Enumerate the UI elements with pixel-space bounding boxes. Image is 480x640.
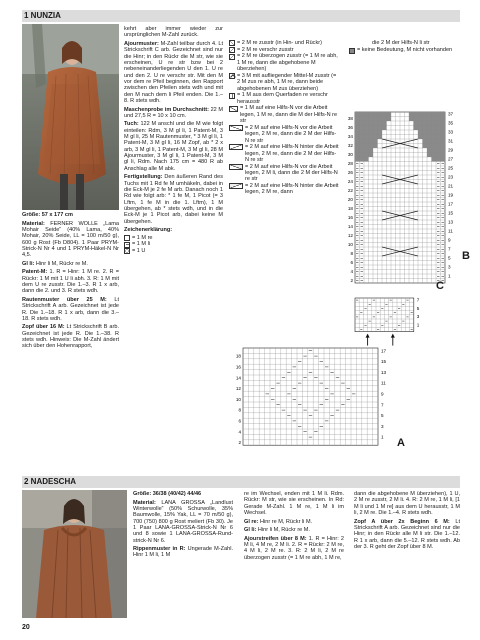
no-stitch-cell: [364, 157, 369, 162]
ssk-symbol-icon: [229, 54, 235, 60]
row-number: 11: [448, 228, 453, 234]
no-stitch-cell: [355, 121, 360, 126]
row-number: 3: [448, 264, 451, 270]
row-number: 5: [416, 305, 420, 311]
row-number: 30: [347, 152, 353, 158]
legend-text: = 2 M auf eine Hilfs-N hinter die Arbeit legen, 2 M re, dann die 2 M der Hilfs-N re str: [245, 144, 339, 163]
material-text: LANA GROSSA „Landlust Winterwolle“ (50% Schurwolle, 35% Baumwolle, 15% Yak, LL = 70 m/50 g), 700 (750) 800 g Rost meliert (Fb 30). Je 1 Paar LANA-GROSSA-Strick-N Nr 6 und 8 sowie 1 LANA-GROSSA-Rund-strick-N Nr 6.: [133, 499, 233, 544]
no-stitch-cell: [436, 144, 441, 149]
legend-item: [229, 40, 339, 46]
no-stitch-cell: [436, 112, 441, 117]
no-stitch-cell: [369, 117, 374, 122]
arrowhead-icon: [391, 334, 395, 338]
legend-text: = 1 M re: [132, 234, 153, 241]
no-stitch-cell: [427, 126, 432, 131]
row-number: 38: [347, 116, 353, 122]
no-stitch-cell: [378, 121, 383, 126]
no-stitch-cell: [432, 130, 437, 135]
cable-purl-front-symbol-icon: [229, 164, 243, 170]
no-stitch-cell: [355, 135, 360, 140]
row-number: 11: [381, 380, 386, 386]
legend-item: [229, 73, 339, 92]
chart-label-c: C: [436, 280, 444, 292]
nunzia-column-3: [229, 40, 339, 196]
nunzia-column-4: [349, 40, 460, 54]
no-stitch-cell: [369, 153, 374, 158]
no-stitch-cell: [432, 144, 437, 149]
no-stitch-cell: [441, 157, 446, 162]
row-number: 19: [448, 192, 454, 198]
row-number: 7: [448, 246, 451, 252]
row-number: 15: [381, 359, 387, 365]
row-number: 32: [347, 143, 353, 149]
knitting-chart-a: [229, 345, 409, 449]
row-number: 16: [235, 364, 241, 370]
nadescha-column-3: [354, 491, 460, 552]
probe-label: Maschenprobe im Durchschnitt:: [124, 106, 209, 113]
legend-text: = 1 M auf eine Hilfs-N vor die Arbeit legen, 1 M re, dann die M der Hilfs-N re str: [240, 105, 338, 125]
row-number: 5: [448, 255, 451, 261]
row-number: 14: [347, 224, 353, 230]
row-number: 29: [448, 147, 454, 153]
legend-text: = 1 U: [132, 248, 146, 255]
legend-item: [229, 53, 339, 72]
row-number: 4: [238, 429, 241, 435]
chart-label-b: B: [462, 250, 470, 262]
legend-item: [229, 105, 339, 124]
legend-heading: Zeichenerklärung:: [124, 227, 173, 234]
legend-item: [124, 248, 223, 254]
probe-text: 22 M und 27,5 R = 10 x 10 cm.: [124, 106, 223, 119]
row-number: 31: [448, 138, 454, 144]
yarn-over-symbol-icon: [124, 248, 130, 254]
no-stitch-cell: [427, 117, 432, 122]
no-stitch-cell: [409, 112, 414, 117]
no-stitch-cell: [441, 121, 446, 126]
gl-li-label: Gl li:: [244, 527, 257, 534]
row-number: 3: [416, 314, 420, 320]
section-title-nunzia: 1 NUNZIA: [22, 10, 460, 22]
no-stitch-cell: [427, 148, 432, 153]
row-number: 35: [448, 120, 454, 126]
no-stitch-cell: [441, 126, 446, 131]
material-label: Material:: [133, 499, 156, 506]
row-number: 13: [381, 369, 387, 375]
legend-item: [124, 241, 223, 247]
no-stitch-cell: [364, 139, 369, 144]
zopf-text-cont: kehrt aber immer wieder zur ursprünglichen M-Zahl zurück.: [124, 26, 223, 39]
row-number: 9: [448, 237, 451, 243]
no-stitch-cell: [382, 117, 387, 122]
no-stitch-cell: [418, 130, 423, 135]
legend-text: = 1 M li: [132, 241, 151, 248]
nadescha-column-2: [244, 491, 344, 563]
no-stitch-cell: [364, 121, 369, 126]
row-number: 12: [235, 386, 241, 392]
row-number: 17: [381, 348, 387, 354]
k2tog-tbl-symbol-icon: [229, 47, 235, 53]
no-stitch-cell: [436, 148, 441, 153]
row-number: 34: [347, 134, 353, 140]
row-number: 2: [350, 278, 353, 284]
no-stitch-cell: [423, 112, 428, 117]
cable-1-1-symbol-icon: [229, 106, 238, 112]
row-number: 33: [448, 129, 454, 135]
zopf-text: Lt Strickschrift B arb. Gezeichnet ist jede R. Die 1.–38. R stets wdh. Hinweis: Die M-Zahl ändert sich über den Hohenrapport,: [22, 324, 119, 350]
no-stitch-cell: [432, 121, 437, 126]
no-stitch-cell: [382, 121, 387, 126]
no-stitch-symbol-icon: [349, 48, 355, 54]
no-stitch-cell: [432, 139, 437, 144]
legend-text: = 2 M auf eine Hilfs-N vor die Arbeit legen, 2 M li, dann die 2 M der Hilfs-N re str: [245, 163, 338, 183]
no-stitch-cell: [423, 135, 428, 140]
no-stitch-cell: [355, 112, 360, 117]
row-number: 10: [235, 396, 241, 402]
no-stitch-cell: [382, 126, 387, 131]
no-stitch-cell: [432, 135, 437, 140]
row-number: 20: [347, 197, 353, 203]
no-stitch-cell: [409, 117, 414, 122]
row-number: 8: [350, 251, 353, 257]
model-photo-nunzia: [22, 24, 119, 210]
nunzia-column-1: [22, 212, 119, 352]
no-stitch-cell: [364, 126, 369, 131]
no-stitch-cell: [355, 139, 360, 144]
no-stitch-cell: [414, 112, 419, 117]
no-stitch-cell: [427, 144, 432, 149]
legend-text: = 2 M re zusstr (in Hin- und Rückr): [237, 40, 322, 46]
no-stitch-cell: [427, 135, 432, 140]
row-number: 13: [448, 219, 454, 225]
no-stitch-cell: [364, 148, 369, 153]
no-stitch-cell: [360, 126, 365, 131]
no-stitch-cell: [355, 148, 360, 153]
row-number: 36: [347, 125, 353, 131]
no-stitch-cell: [360, 112, 365, 117]
no-stitch-cell: [418, 135, 423, 140]
no-stitch-cell: [418, 117, 423, 122]
no-stitch-cell: [436, 117, 441, 122]
rippen-text: Ungerade M-Zahl. Hinr 1 M li, 1 M: [133, 546, 233, 559]
no-stitch-cell: [373, 144, 378, 149]
knit-symbol-icon: [124, 235, 130, 241]
no-stitch-cell: [364, 144, 369, 149]
fert-text: Den äußeren Rand des Tuchs mit 1 Rd fe M umhäkeln, dabei in die Eck-M je 2 fe M arb. Danach noch 1 Rd wie folgt arb: * 1 fe M, 1 Picot (= 3 Lftm, 1 fe M in die 1. Lftm), 1 M übergehen, ab * stets wdh, und in die Eck-M je 1 Picot arb, dabei keine M übergehen.: [124, 174, 223, 225]
no-stitch-cell: [360, 135, 365, 140]
no-stitch-cell: [387, 112, 392, 117]
no-stitch-cell: [378, 135, 383, 140]
raute-label: Rautenmuster über 25 M:: [22, 296, 107, 303]
nunzia-column-2: [124, 26, 223, 255]
nadescha-size: Größe: 36/38 (40/42) 44/46: [133, 491, 202, 497]
page-number: 20: [22, 624, 30, 631]
no-stitch-cell: [360, 153, 365, 158]
no-stitch-cell: [414, 117, 419, 122]
no-stitch-cell: [378, 112, 383, 117]
nunzia-size: Größe: 57 x 177 cm: [22, 212, 73, 218]
no-stitch-cell: [441, 139, 446, 144]
row-number: 16: [347, 215, 353, 221]
no-stitch-cell: [373, 135, 378, 140]
no-stitch-cell: [441, 135, 446, 140]
patent-text: 1. R = Hinr: 1 M re. 2. R = Rückr: 1 M mit 1 U li abh. 3. R: 1 M mit dem U re zusstr. Die 1.–3. R 1 x arb, dann die 2. und 3. R stets wdh.: [22, 269, 119, 295]
no-stitch-cell: [355, 117, 360, 122]
no-stitch-cell: [369, 144, 374, 149]
no-stitch-cell: [369, 139, 374, 144]
cable-purl-back-symbol-icon: [229, 183, 243, 189]
raute-text: Lt Strickschrift A arb. Gezeichnet ist jede R. Die 1.–18. R 1 x arb, dann die 3.–18. R stets wdh.: [22, 296, 119, 322]
no-stitch-cell: [423, 126, 428, 131]
no-stitch-cell: [373, 112, 378, 117]
legend-item: [124, 235, 223, 241]
row-number: 8: [238, 407, 241, 413]
patent-label: Patent-M:: [22, 269, 48, 276]
no-stitch-cell: [441, 117, 446, 122]
legend-item: [229, 164, 339, 183]
row-number: 9: [381, 391, 384, 397]
gl-li-label: Gl li:: [22, 260, 35, 267]
no-stitch-cell: [423, 144, 428, 149]
chart-label-a: A: [397, 437, 405, 449]
row-number: 7: [416, 297, 420, 303]
gl-li-text: Hinr li M, Rückr re M.: [34, 260, 88, 267]
no-stitch-cell: [427, 130, 432, 135]
no-stitch-cell: [378, 126, 383, 131]
ajour-label: Ajourstreifen über 8 M:: [244, 535, 307, 542]
no-stitch-cell: [364, 117, 369, 122]
no-stitch-cell: [360, 130, 365, 135]
no-stitch-cell: [369, 148, 374, 153]
no-stitch-cell: [441, 112, 446, 117]
zopf-a-text: Lt Strickschrift A arb. Gezeichnet sind nur die Hinr; in den Rückr alle M li str. Die 1.–12. R 1 x arb, dann die 5.–12. R stets wdh. Ab der 3. R geht der Zopf über 8 M.: [354, 518, 460, 550]
no-stitch-cell: [382, 112, 387, 117]
legend-text-cont: die 2 M der Hilfs-N li str: [372, 40, 430, 46]
no-stitch-cell: [427, 121, 432, 126]
row-number: 27: [448, 156, 454, 162]
knitting-chart-b: [343, 107, 463, 297]
row-number: 1: [381, 434, 384, 440]
no-stitch-cell: [373, 126, 378, 131]
no-stitch-cell: [378, 117, 383, 122]
cable-2-2-front-symbol-icon: [229, 125, 243, 131]
m1-symbol-icon: [229, 93, 235, 99]
legend-item: [229, 47, 339, 53]
row-number: 18: [347, 206, 353, 212]
no-stitch-cell: [432, 148, 437, 153]
section-title-nadescha: 2 NADESCHA: [22, 476, 460, 488]
no-stitch-cell: [436, 126, 441, 131]
legend-text: = 2 M re verschr zusstr: [237, 46, 294, 53]
no-stitch-cell: [369, 121, 374, 126]
ajour-label: Ajourmuster:: [124, 40, 159, 47]
no-stitch-cell: [418, 121, 423, 126]
legend-item: [229, 125, 339, 144]
no-stitch-cell: [441, 130, 446, 135]
row-number: 1: [448, 273, 451, 279]
ajour-text: 1. R = Hinr: 2 M li, 4 M re, 2 M li. 2. R = Rückr: 2 M re, 4 M li, 2 M re. 3. R: 2 M li, 2 M re überzogen zusstr (= 1 M re abh, 1 M re,: [244, 535, 345, 561]
no-stitch-cell: [436, 121, 441, 126]
row-number: 14: [235, 375, 241, 381]
no-stitch-cell: [427, 153, 432, 158]
no-stitch-cell: [373, 130, 378, 135]
no-stitch-cell: [373, 117, 378, 122]
no-stitch-cell: [414, 121, 419, 126]
row-number: 22: [347, 188, 353, 194]
row-number: 25: [448, 165, 454, 171]
no-stitch-cell: [423, 130, 428, 135]
no-stitch-cell: [432, 126, 437, 131]
no-stitch-cell: [364, 135, 369, 140]
no-stitch-cell: [414, 126, 419, 131]
row-number: 18: [235, 353, 241, 359]
arrowhead-icon: [366, 334, 370, 338]
rippen-text-cont: re im Wechsel, enden mit 1 M li. Rdm. Rückr: M str, wie sie erscheinen. In Rd: Gerade M-Zahl. 1 M re, 1 M li im Wechsel.: [244, 491, 344, 517]
no-stitch-cell: [378, 130, 383, 135]
gl-re-text: Hinr re M, Rückr li M.: [258, 518, 313, 525]
legend-text: = 2 M auf eine Hilfs-N hinter die Arbeit legen, 2 M re, dann: [245, 183, 339, 196]
legend-text: = 2 M re überzogen zusstr (= 1 M re abh, 1 M re, dann die abgehobene M überziehen): [237, 53, 338, 73]
cdd-symbol-icon: [229, 73, 235, 79]
row-number: 12: [347, 233, 353, 239]
gl-re-label: Gl re:: [244, 518, 259, 525]
row-number: 6: [238, 418, 241, 424]
gl-li-text: Hinr li M, Rückr re M.: [256, 527, 310, 534]
no-stitch-cell: [355, 144, 360, 149]
row-number: 4: [350, 269, 353, 275]
legend-item: [229, 92, 339, 105]
no-stitch-cell: [441, 148, 446, 153]
no-stitch-cell: [369, 112, 374, 117]
no-stitch-cell: [355, 130, 360, 135]
row-number: 7: [381, 402, 384, 408]
no-stitch-cell: [373, 139, 378, 144]
no-stitch-cell: [373, 121, 378, 126]
row-number: 17: [448, 201, 454, 207]
no-stitch-cell: [360, 139, 365, 144]
nadescha-column-1: [133, 491, 233, 561]
rippen-label: Rippenmuster in R:: [133, 546, 186, 553]
legend-text: = 2 M auf eine Hilfs-N vor die Arbeit legen, 2 M re, dann die 2 M der Hilfs-N re str: [245, 124, 337, 144]
row-number: 10: [347, 242, 353, 248]
row-number: 2: [238, 440, 241, 446]
row-number: 3: [381, 423, 384, 429]
no-stitch-cell: [432, 153, 437, 158]
no-stitch-cell: [369, 130, 374, 135]
no-stitch-cell: [360, 144, 365, 149]
row-number: 37: [448, 111, 454, 117]
legend-text: = 3 M mit aufliegender Mittel-M zusstr (= 2 M zus re abh, 1 M re, dann beide abgehobenen M zus überziehen): [237, 72, 337, 92]
no-stitch-cell: [364, 153, 369, 158]
no-stitch-cell: [355, 157, 360, 162]
row-number: 5: [381, 413, 384, 419]
k2tog-symbol-icon: [229, 40, 235, 46]
tuch-label: Tuch:: [124, 121, 139, 128]
row-number: 23: [448, 174, 454, 180]
no-stitch-cell: [360, 121, 365, 126]
cable-2-2-back-symbol-icon: [229, 144, 243, 150]
no-stitch-cell: [427, 139, 432, 144]
no-stitch-cell: [355, 153, 360, 158]
zopf-label: Zopf über 16 M:: [22, 324, 65, 331]
no-stitch-cell: [436, 157, 441, 162]
no-stitch-cell: [364, 112, 369, 117]
no-stitch-cell: [387, 117, 392, 122]
no-stitch-cell: [441, 144, 446, 149]
no-stitch-cell: [369, 126, 374, 131]
row-number: 26: [347, 170, 353, 176]
purl-symbol-icon: [124, 242, 130, 248]
no-stitch-cell: [436, 130, 441, 135]
no-stitch-cell: [441, 153, 446, 158]
no-stitch-cell: [369, 135, 374, 140]
legend-text: = 1 M aus dem Querfaden re verschr herausstr: [237, 92, 328, 105]
no-stitch-cell: [432, 157, 437, 162]
row-number: 24: [347, 179, 353, 185]
fert-label: Fertigstellung:: [124, 174, 163, 181]
material-label: Material:: [22, 220, 45, 227]
ajour-text: M-Zahl teilbar durch 4. Lt Strickschrift C arb. Gezeichnet sind nur die Hinr; in den Rückr die M str, wie sie erscheinen, U re str bzw bei 2 nebeneinanderliegenden U den 1. U re und den 2. U re verschr str. Mit den M vor dem re Pfeil beginnen, den Rapport zwischen den Pfeilen stets wdh und mit den M nach dem li Pfeil enden. Die 1.–8. R stets wdh.: [124, 40, 223, 104]
no-stitch-cell: [432, 117, 437, 122]
no-stitch-cell: [423, 139, 428, 144]
no-stitch-cell: [436, 139, 441, 144]
knitting-chart-c: [343, 296, 463, 348]
no-stitch-cell: [427, 112, 432, 117]
row-number: 1: [416, 322, 420, 328]
no-stitch-cell: [360, 117, 365, 122]
no-stitch-cell: [355, 126, 360, 131]
model-photo-nadescha: [22, 490, 127, 618]
row-number: 21: [448, 183, 454, 189]
no-stitch-cell: [423, 121, 428, 126]
no-stitch-cell: [432, 112, 437, 117]
zopf-a-label: Zopf A über 2x Beginn 6 M:: [354, 518, 450, 525]
ajour-text-cont: dann die abgehobene M überziehen), 1 U, 2 M re zusstr, 2 M li. 4. R: 2 M re, 1 M li, [1 M li und 1 M re] aus dem U herausstr, 1 M li, 2 M re. Die 1.–4. R stets wdh.: [354, 491, 460, 517]
legend-text: = keine Bedeutung, M nicht vorhanden: [357, 47, 453, 54]
no-stitch-cell: [418, 112, 423, 117]
no-stitch-cell: [436, 153, 441, 158]
legend-item: [229, 183, 339, 196]
row-number: 28: [347, 161, 353, 167]
legend-item: [349, 47, 460, 53]
no-stitch-cell: [423, 117, 428, 122]
row-number: 15: [448, 210, 454, 216]
no-stitch-cell: [360, 148, 365, 153]
row-number: 6: [350, 260, 353, 266]
no-stitch-cell: [364, 130, 369, 135]
legend-item: [229, 144, 339, 163]
material-text: FERNER WOLLE „Lama Mohair Seide“ (40% Lama, 40% Mohair, 20% Seide, LL = 100 m/50 g), 600 g Rost (Fb D804). 1 Paar PRYM-Strick-N Nr 4 und 1 PRYM-Häkel-N Nr 4,5.: [22, 220, 119, 259]
tuch-text: 122 M anschl und die M wie folgt einteilen: Rdm, 3 M gl li, 1 Patent-M, 3 M gl li, 25 M Rautenmuster, * 3 M gl li, 1 Patent-M, 3 M gl li, 16 M Zopf, ab * 2 x arb, 3 M gl li, 1 Patent-M, 3 M gl li, 28 M Ajourmuster, 3 M gl li, 1 Patent-M, 3 M gl li, Rdm. Nach 175 cm = 480 R ab Anschlag alle M abk.: [124, 121, 223, 172]
no-stitch-cell: [360, 157, 365, 162]
no-stitch-cell: [436, 135, 441, 140]
no-stitch-cell: [418, 126, 423, 131]
